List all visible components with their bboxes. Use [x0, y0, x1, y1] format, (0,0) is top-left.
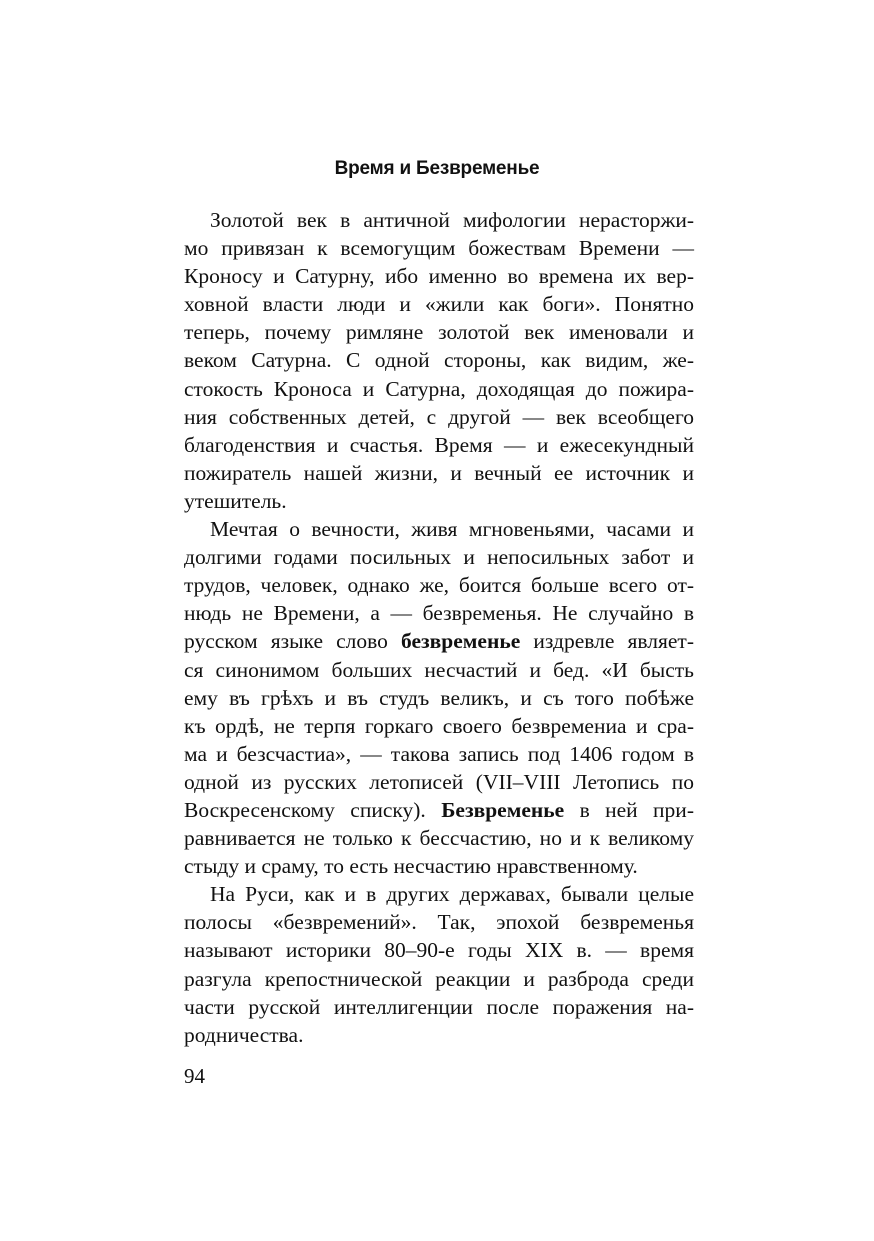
text-line: На Руси, как и в других державах, бывали целые — [210, 882, 694, 907]
text-line-with-emphasis — [184, 796, 694, 824]
text-line: теперь, почему римляне золотой век именовали и — [184, 320, 694, 345]
body-text — [184, 206, 694, 1049]
text-line: къ ордѣ, не терпя горкаго своего безвремениа и сра- — [184, 713, 694, 738]
text-line: Мечтая о вечности, живя мгновеньями, часами и — [210, 517, 694, 542]
text-line: долгими годами посильных и непосильных забот и — [184, 545, 694, 570]
text-line: пожиратель нашей жизни, и вечный ее источник и — [184, 460, 694, 485]
text-line: части русской интеллигенции после поражения на- — [184, 994, 694, 1019]
text-line: стокость Кроноса и Сатурна, доходящая до пожира- — [184, 376, 694, 401]
text-line: одной из русских летописей (VII–VIII Летопись по — [184, 769, 694, 794]
text-line: ма и безсчастиа», — такова запись под 1406 годом в — [184, 741, 694, 766]
paragraph-2 — [184, 515, 694, 880]
text-line: трудов, человек, однако же, боится больше всего от- — [184, 573, 694, 598]
text-line: утешитель. — [184, 488, 287, 513]
text-line: полосы «безвремений». Так, эпохой безвременья — [184, 910, 694, 935]
text-line: равнивается не только к бесcчастию, но и к великому — [184, 826, 694, 851]
text-line: Золотой век в античной мифологии нерасторжи- — [210, 208, 694, 232]
text-line-with-emphasis — [184, 627, 694, 655]
text-run: Воскресенскому списку). — [184, 797, 442, 822]
text-line: ся синонимом больших несчастий и бед. «И бысть — [184, 657, 694, 682]
text-line: нюдь не Времени, а — безвременья. Не случайно в — [184, 601, 694, 626]
text-line: стыду и сраму, то есть несчастию нравственному. — [184, 854, 638, 879]
text-run: издревле являет- — [520, 629, 694, 654]
text-line: веком Сатурна. С одной стороны, как видим, же- — [184, 348, 694, 373]
text-line: ховной власти люди и «жили как боги». Понятно — [184, 292, 694, 317]
text-line: ему въ грѣхъ и въ студъ великъ, и съ того побѣже — [184, 685, 694, 710]
text-line: Кроносу и Сатурну, ибо именно во времена их вер- — [184, 264, 694, 289]
section-heading: Время и Безвременье — [334, 158, 540, 179]
emphasized-term: безвременье — [401, 629, 521, 654]
text-run: в ней при- — [564, 797, 694, 822]
text-line: родничества. — [184, 1022, 304, 1047]
paragraph-1 — [184, 206, 694, 515]
page-number: 94 — [184, 1064, 205, 1088]
emphasized-term: Безвременье — [441, 797, 565, 822]
text-line: мо привязан к всемогущим божествам Времени — — [184, 236, 694, 261]
text-line: называют историки 80–90-е годы XIX в. — время — [184, 938, 694, 963]
paragraph-3 — [184, 880, 694, 1049]
text-line: ния собственных детей, с другой — век всеобщего — [184, 404, 694, 429]
text-line: благоденствия и счастья. Время — и ежесекундный — [184, 432, 694, 457]
text-line: разгула крепостнической реакции и разброда среди — [184, 966, 694, 991]
text-run: русском языке слово — [184, 629, 402, 654]
